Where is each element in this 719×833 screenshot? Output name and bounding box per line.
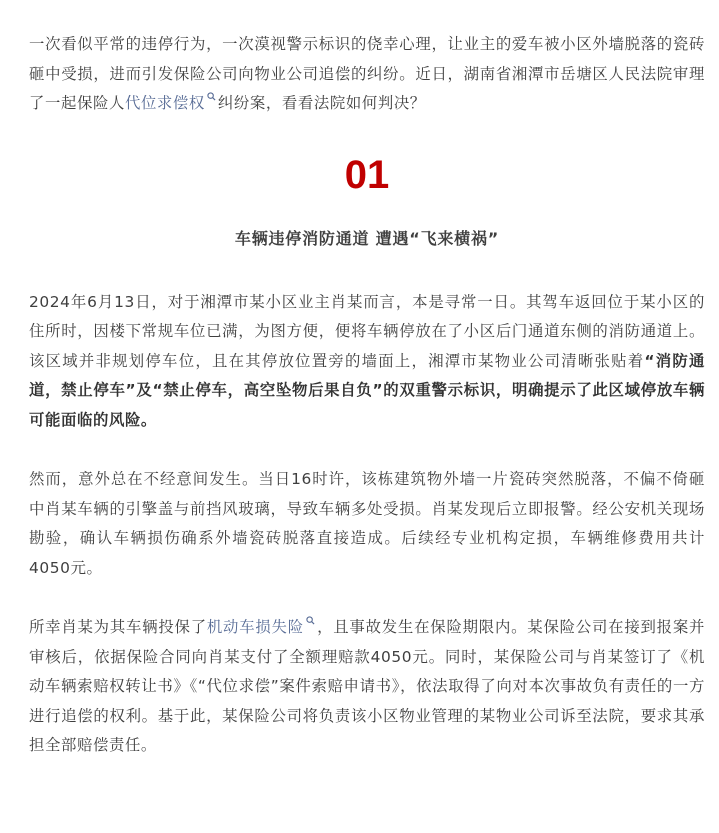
paragraph-incident [29,288,705,436]
intro-text-end: 纠纷案，看看法院如何判决？ [217,94,426,112]
insurance-link-text[interactable]: 机动车损失险 [206,618,304,636]
paragraph-insurance [29,613,705,761]
article-body [29,30,705,761]
paragraph-text: 2024年6月13日，对于湘潭市某小区业主肖某而言，本是寻常一日。其驾车返回位于某小区的住所时，因楼下常规车位已满，为图方便，便将车辆停放在了小区后门通道东侧的消防通道上。该区域并非规划停车位，且在其停放位置旁的墙面上，湘潭市某物业公司清晰张贴着 [29,292,705,370]
intro-text: 一次看似平常的违停行为，一次漠视警示标识的侥幸心理，让业主的爱车被小区外墙脱落的瓷砖砸中受损，进而引发保险公司向物业公司追偿的纠纷。近日，湖南省湘潭市岳塘区人民法院审理了一起保险人 [29,35,705,112]
section-title: 车辆违停消防通道 遭遇“飞来横祸” [234,228,500,248]
paragraph-text-end: ，且事故发生在保险期限内。某保险公司在接到报案并审核后，依据保险合同向肖某支付了全额理赔款4050元。同时，某保险公司与肖某签订了《机动车辆索赔权转让书》《“代位求偿”案件索赔申请书》，依法取得了向对本次事故负有责任的一方进行追偿的权利。基于此，某保险公司将负责该小区物业管理的某物业公司诉至法院，要求其承担全部赔偿责任。 [29,618,705,754]
section-number: 01 [344,152,390,197]
paragraph-accident: 然而，意外总在不经意间发生。当日16时许，该栋建筑物外墙一片瓷砖突然脱落，不偏不倚砸中肖某车辆的引擎盖与前挡风玻璃，导致车辆多处受损。肖某发现后立即报警。经公安机关现场勘验，确认车辆损伤确系外墙瓷砖脱落直接造成。后续经专业机构定损，车辆维修费用共计4050元。 [29,470,705,577]
search-icon [207,92,216,101]
insurance-search-link[interactable] [207,618,317,636]
paragraph-text: 所幸肖某为其车辆投保了 [29,618,207,636]
intro-paragraph [29,30,705,119]
intro-link-text[interactable]: 代位求偿权 [124,94,205,112]
paragraph-bold-text: “消防通道，禁止停车”及“禁止停车，高空坠物后果自负”的双重警示标识，明确提示了此区域停放车辆可能面临的风险。 [29,351,706,429]
search-icon [306,616,315,625]
intro-search-link[interactable] [125,94,218,112]
